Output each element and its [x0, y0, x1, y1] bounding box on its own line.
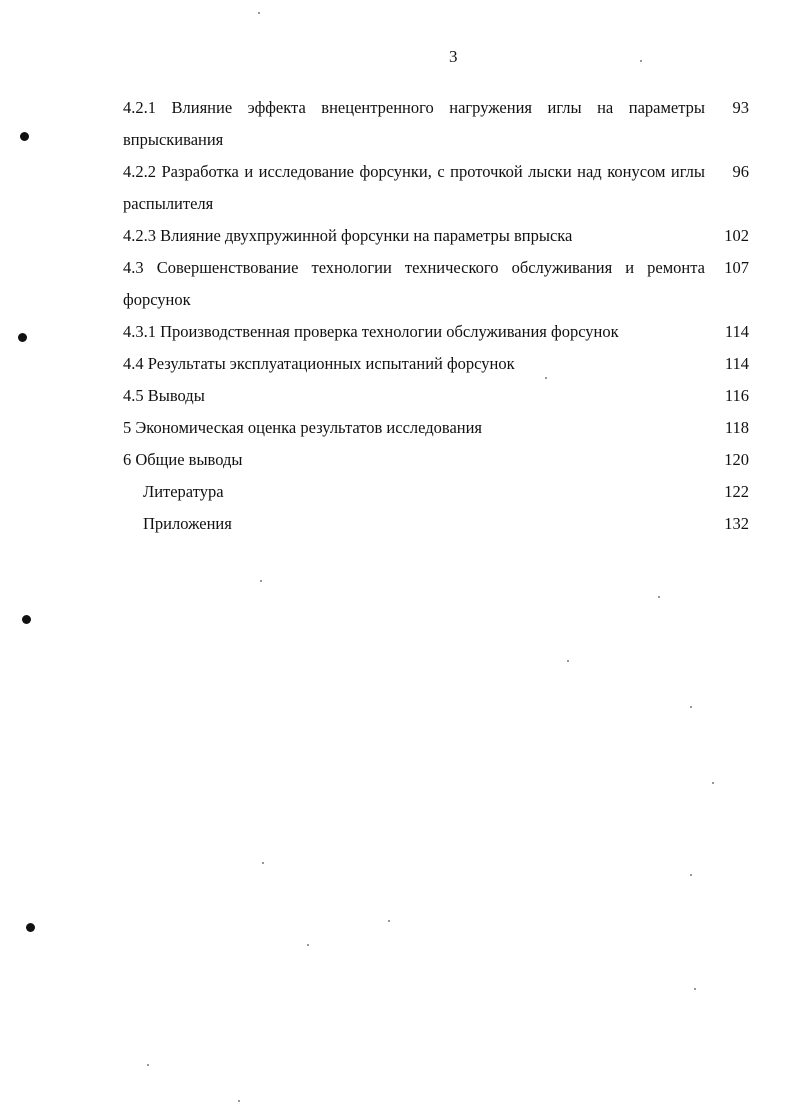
toc-entry: [123, 348, 749, 380]
toc-entry-page: 120: [724, 450, 749, 469]
toc-entry-page: 132: [724, 514, 749, 533]
toc-entry-page: 114: [724, 354, 749, 373]
toc-entry: [123, 412, 749, 444]
scan-speck: [147, 1064, 149, 1066]
scan-speck: [694, 988, 696, 990]
toc-entry: [123, 252, 749, 316]
page-number: 3: [449, 47, 458, 66]
scan-speck: [258, 12, 260, 14]
toc-entry-title: 6 Общие выводы: [123, 450, 243, 469]
toc-entry: [123, 92, 749, 156]
toc-entry-title: Приложения: [143, 514, 232, 533]
scan-speck: [567, 660, 569, 662]
scan-speck: [658, 596, 660, 598]
scan-speck: [712, 782, 714, 784]
scan-speck: [260, 580, 262, 582]
toc-entry-page: 102: [724, 226, 749, 245]
toc-entry-title: 4.2.2 Разработка и исследование форсунки, с проточкой лыски над конусом иглы распылителя: [123, 162, 705, 213]
scan-speck: [640, 60, 642, 62]
toc-entry-page: 114: [724, 322, 749, 341]
toc-entry-page: 116: [724, 386, 749, 405]
toc-entry-page: 118: [724, 418, 749, 437]
toc-entry-title: 4.2.3 Влияние двухпружинной форсунки на параметры впрыска: [123, 226, 573, 245]
toc-entry: [123, 316, 749, 348]
toc-entry: [123, 508, 749, 540]
toc-entry-title: 4.5 Выводы: [123, 386, 205, 405]
scan-speck: [307, 944, 309, 946]
toc-entry-page: 93: [732, 98, 749, 117]
toc-entry-page: 96: [732, 162, 749, 181]
toc-entry-title: Литература: [143, 482, 224, 501]
binder-hole-mark: [18, 333, 27, 342]
toc-entry-title: 4.4 Результаты эксплуатационных испытаний форсунок: [123, 354, 515, 373]
toc-entry: [123, 380, 749, 412]
toc-entry-title: 5 Экономическая оценка результатов исследования: [123, 418, 483, 437]
toc-entry-page: 122: [724, 482, 749, 501]
binder-hole-mark: [20, 132, 29, 141]
toc-entry-title: 4.3.1 Производственная проверка технологии обслуживания форсунок: [123, 322, 619, 341]
scan-speck: [690, 874, 692, 876]
toc-entry-title: 4.2.1 Влияние эффекта внецентренного нагружения иглы на параметры впрыскивания: [123, 98, 705, 149]
scan-speck: [545, 377, 547, 379]
table-of-contents: [123, 92, 749, 540]
scan-speck: [690, 706, 692, 708]
toc-entry: [123, 156, 749, 220]
scan-speck: [262, 862, 264, 864]
toc-entry: [123, 444, 749, 476]
scan-speck: [238, 1100, 240, 1102]
binder-hole-mark: [26, 923, 35, 932]
toc-entry: [123, 220, 749, 252]
toc-entry-page: 107: [724, 258, 749, 277]
binder-hole-mark: [22, 615, 31, 624]
scan-speck: [388, 920, 390, 922]
toc-entry-title: 4.3 Совершенствование технологии технического обслуживания и ремонта форсунок: [123, 258, 705, 309]
toc-entry: [123, 476, 749, 508]
